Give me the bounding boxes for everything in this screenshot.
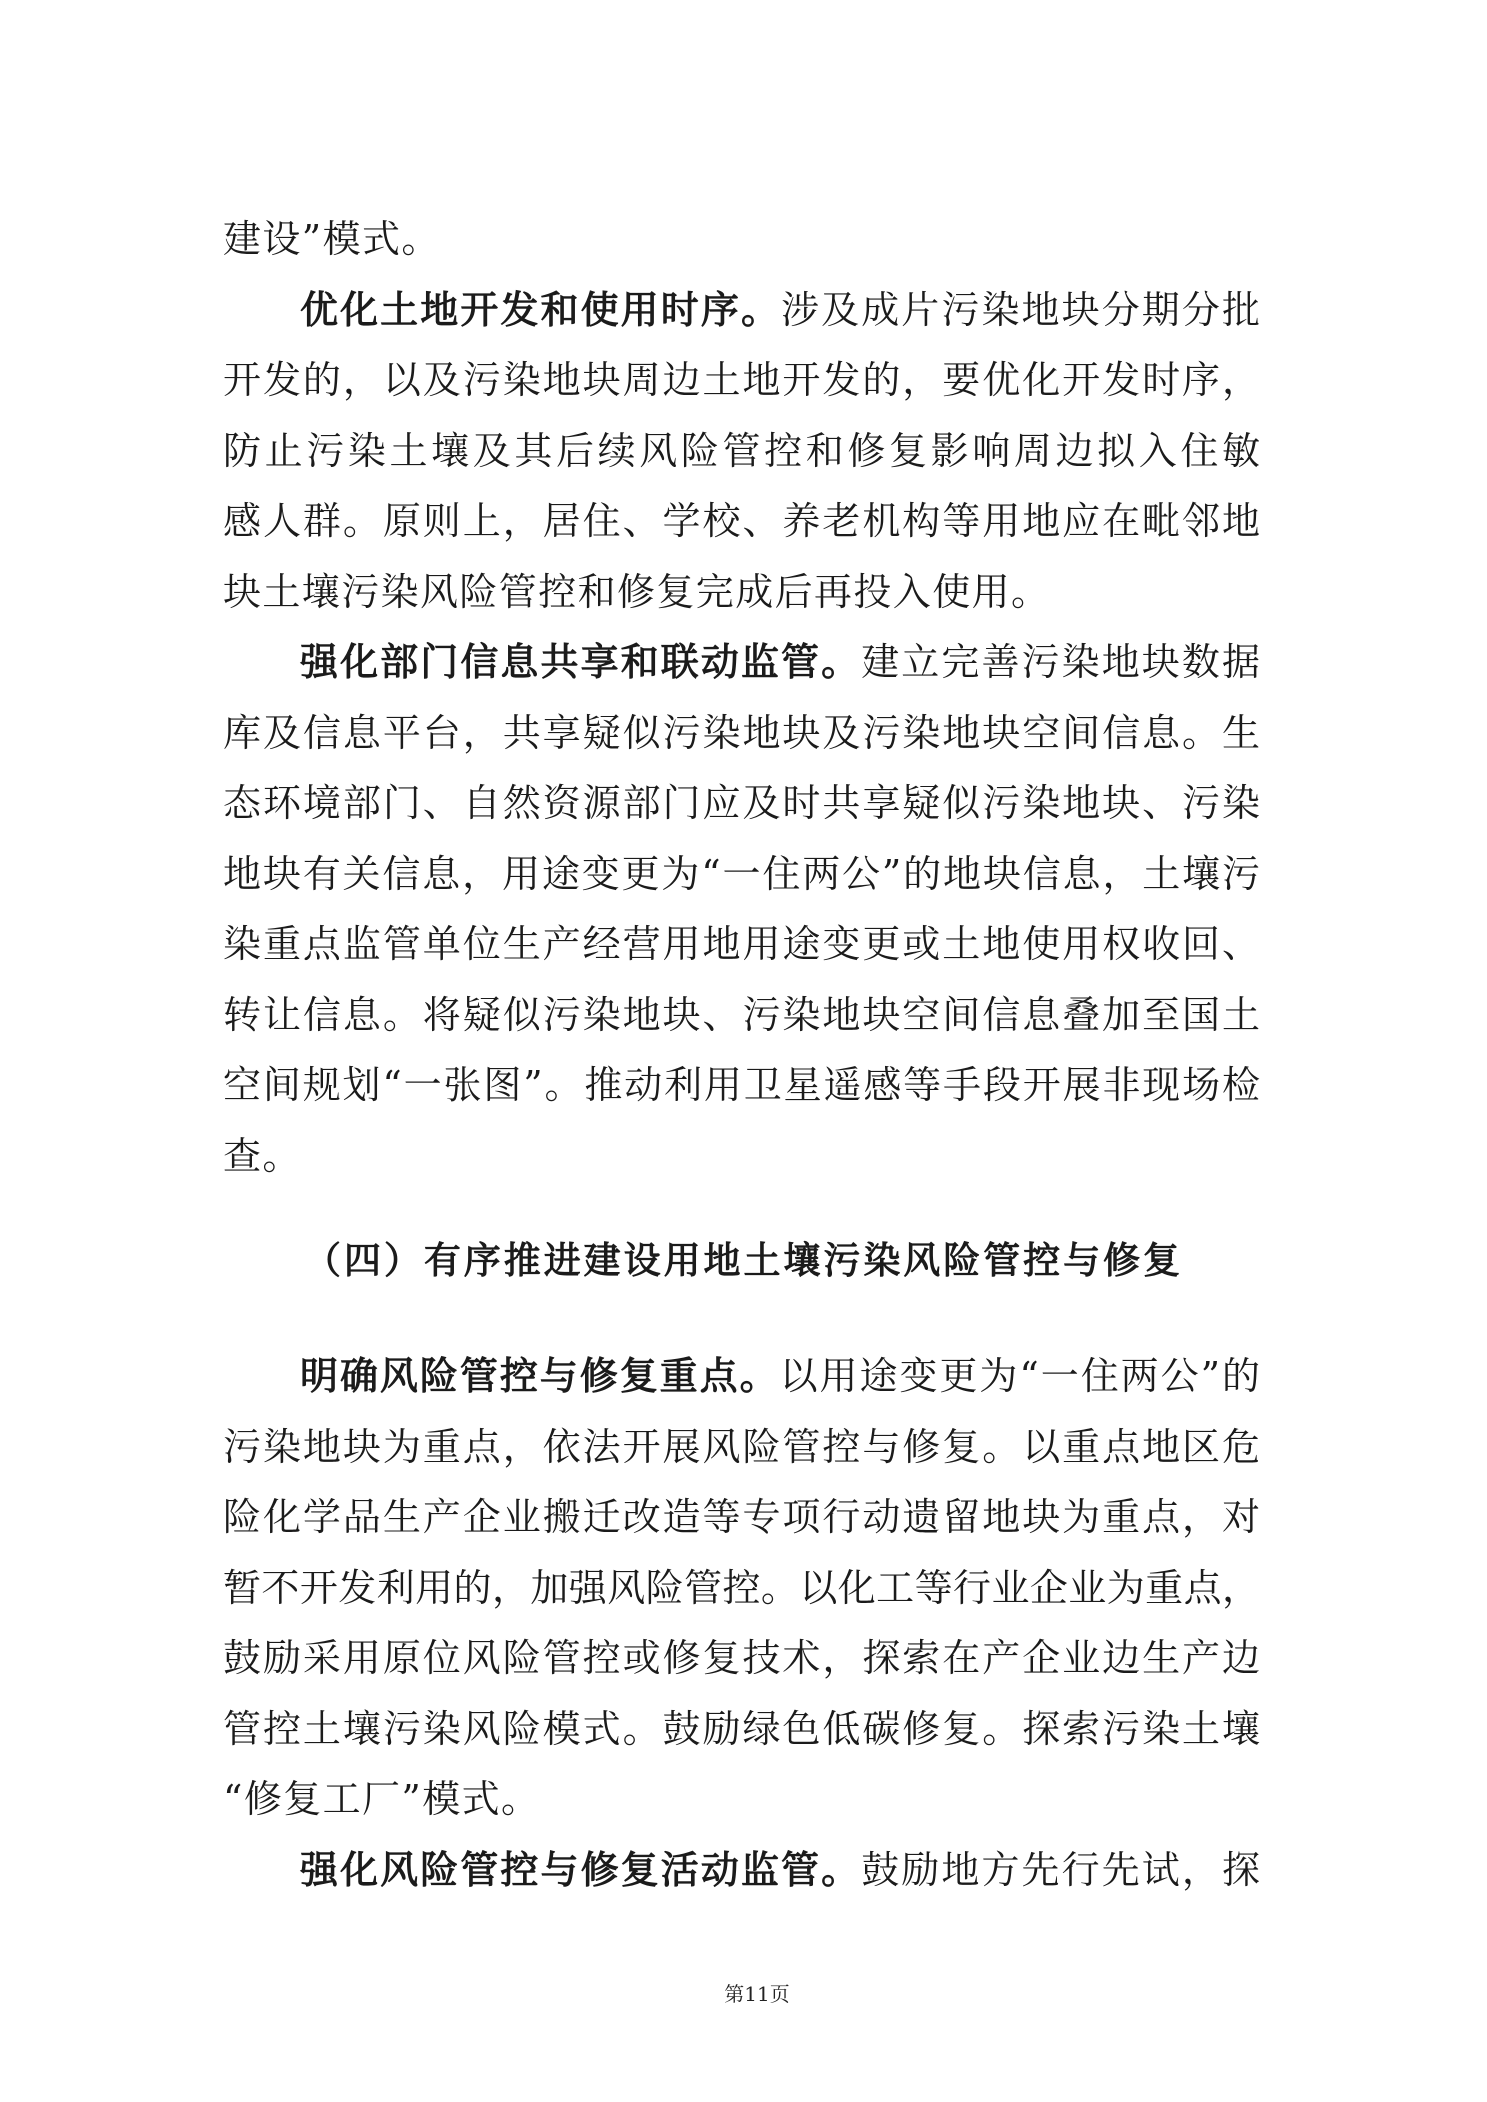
paragraph-line: 险化学品生产企业搬迁改造等专项行动遗留地块为重点，对 — [223, 1495, 1260, 1539]
paragraph-key-points-first-line — [223, 1341, 1260, 1412]
paragraph-line: 感人群。原则上，居住、学校、养老机构等用地应在毗邻地 — [223, 499, 1260, 543]
section-heading: （四）有序推进建设用地土壤污染风险管控与修复 — [304, 1239, 1180, 1282]
paragraph-land-timing-first-line — [223, 275, 1260, 346]
paragraph-info-sharing-first-line — [223, 627, 1260, 698]
paragraph-line: 暂不开发利用的，加强风险管控。以化工等行业企业为重点， — [223, 1565, 1260, 1610]
paragraph-line: 鼓励采用原位风险管控或修复技术，探索在产企业边生产边 — [223, 1636, 1260, 1680]
paragraph-line: 块土壤污染风险管控和修复完成后再投入使用。 — [223, 569, 1051, 614]
page-number: 第11页 — [724, 1982, 790, 2006]
paragraph-line: 开发的，以及污染地块周边土地开发的，要优化开发时序， — [223, 358, 1260, 402]
paragraph-line: 污染地块为重点，依法开展风险管控与修复。以重点地区危 — [223, 1424, 1260, 1469]
paragraph-key-points-lead: 明确风险管控与修复重点。 — [300, 1353, 780, 1398]
paragraph-text: 鼓励地方先行先试，探 — [861, 1847, 1260, 1892]
body-text-upper — [223, 204, 1260, 1191]
paragraph-line: 态环境部门、自然资源部门应及时共享疑似污染地块、污染 — [223, 781, 1260, 825]
paragraph-line: 染重点监管单位生产经营用地用途变更或土地使用权收回、 — [223, 922, 1260, 966]
paragraph-line: 查。 — [223, 1133, 302, 1178]
paragraph-land-timing-lead: 优化土地开发和使用时序。 — [300, 286, 782, 332]
paragraph-supervision-first-line — [223, 1835, 1260, 1906]
paragraph-text: 涉及成片污染地块分期分批 — [781, 287, 1260, 332]
paragraph-line: 管控土壤污染风险模式。鼓励绿色低碳修复。探索污染土壤 — [223, 1706, 1260, 1751]
paragraph-line: “修复工厂”模式。 — [223, 1777, 541, 1821]
paragraph-text: 以用途变更为“一住两公”的 — [779, 1354, 1260, 1398]
paragraph-supervision-lead: 强化风险管控与修复活动监管。 — [300, 1846, 862, 1892]
paragraph-line: 防止污染土壤及其后续风险管控和修复影响周边拟入住敏 — [223, 428, 1260, 473]
paragraph-line: 地块有关信息，用途变更为“一住两公”的地块信息，土壤污 — [223, 851, 1260, 896]
paragraph-line: 空间规划“一张图”。推动利用卫星遥感等手段开展非现场检 — [223, 1063, 1260, 1107]
body-text-lower — [223, 1341, 1260, 1905]
paragraph-line: 库及信息平台，共享疑似污染地块及污染地块空间信息。生 — [223, 710, 1260, 755]
carryover-line: 建设”模式。 — [223, 217, 441, 261]
paragraph-info-sharing-lead: 强化部门信息共享和联动监管。 — [300, 639, 862, 684]
paragraph-line: 转让信息。将疑似污染地块、污染地块空间信息叠加至国土 — [223, 992, 1260, 1037]
paragraph-text: 建立完善污染地块数据 — [861, 640, 1260, 684]
